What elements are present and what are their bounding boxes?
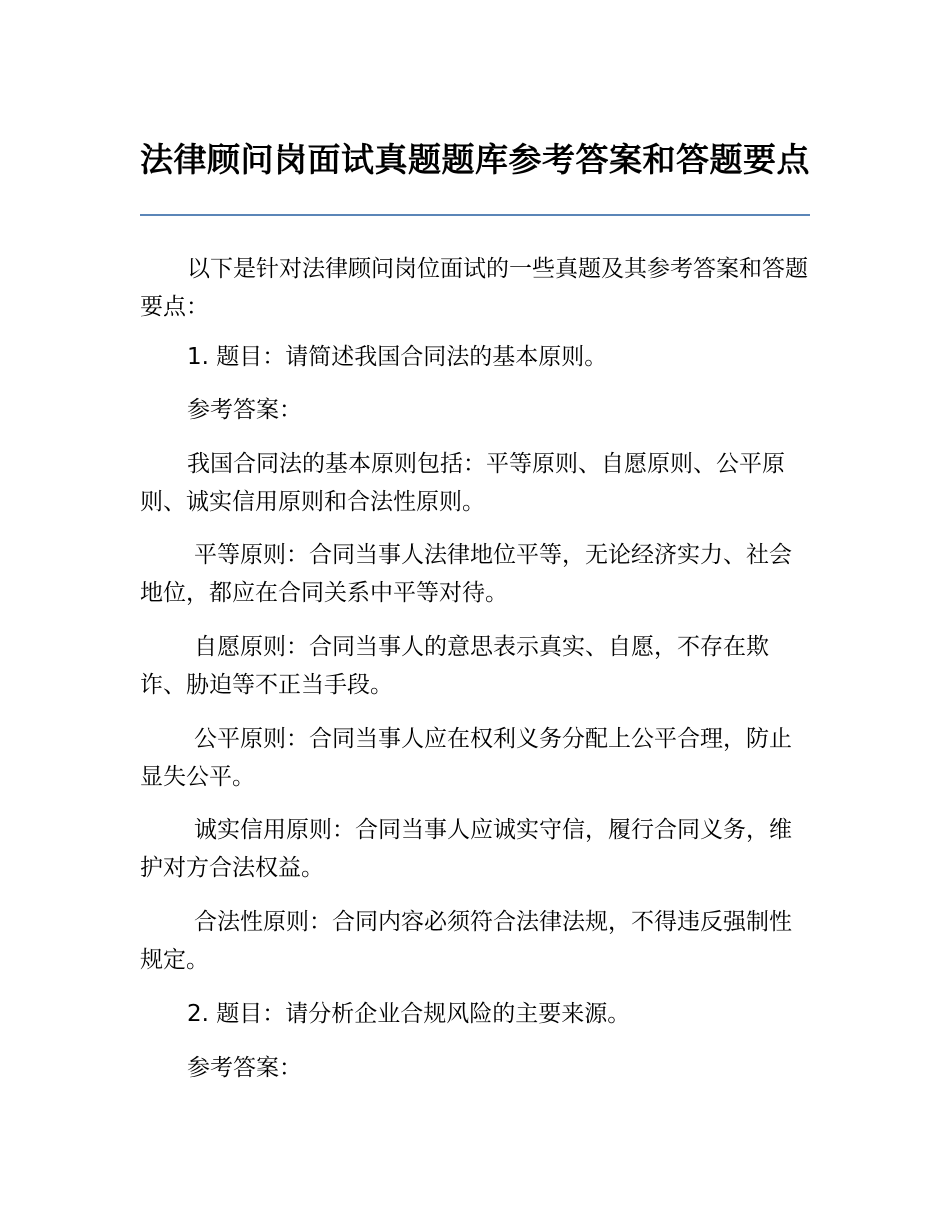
principle-legality: 合法性原则：合同内容必须符合法律法规，不得违反强制性规定。 xyxy=(140,909,792,973)
answer-label-2: 参考答案： xyxy=(187,1055,302,1081)
question-2: 2. 题目：请分析企业合规风险的主要来源。 xyxy=(187,1001,631,1027)
principle-voluntariness: 自愿原则：合同当事人的意思表示真实、自愿，不存在欺诈、胁迫等不正当手段。 xyxy=(140,634,769,698)
answer-label-1: 参考答案： xyxy=(187,397,302,423)
principle-fairness: 公平原则：合同当事人应在权利义务分配上公平合理，防止显失公平。 xyxy=(140,726,792,790)
question-1: 1. 题目：请简述我国合同法的基本原则。 xyxy=(187,344,608,370)
principle-good-faith: 诚实信用原则：合同当事人应诚实守信，履行合同义务，维护对方合法权益。 xyxy=(140,817,792,881)
page-title: 法律顾问岗面试真题题库参考答案和答题要点 xyxy=(140,140,810,180)
intro-paragraph: 以下是针对法律顾问岗位面试的一些真题及其参考答案和答题要点： xyxy=(140,256,808,320)
title-underline xyxy=(140,214,810,216)
principle-equality: 平等原则：合同当事人法律地位平等，无论经济实力、社会地位，都应在合同关系中平等对待。 xyxy=(140,542,792,606)
answer-1-summary: 我国合同法的基本原则包括：平等原则、自愿原则、公平原则、诚实信用原则和合法性原则。 xyxy=(140,451,785,515)
